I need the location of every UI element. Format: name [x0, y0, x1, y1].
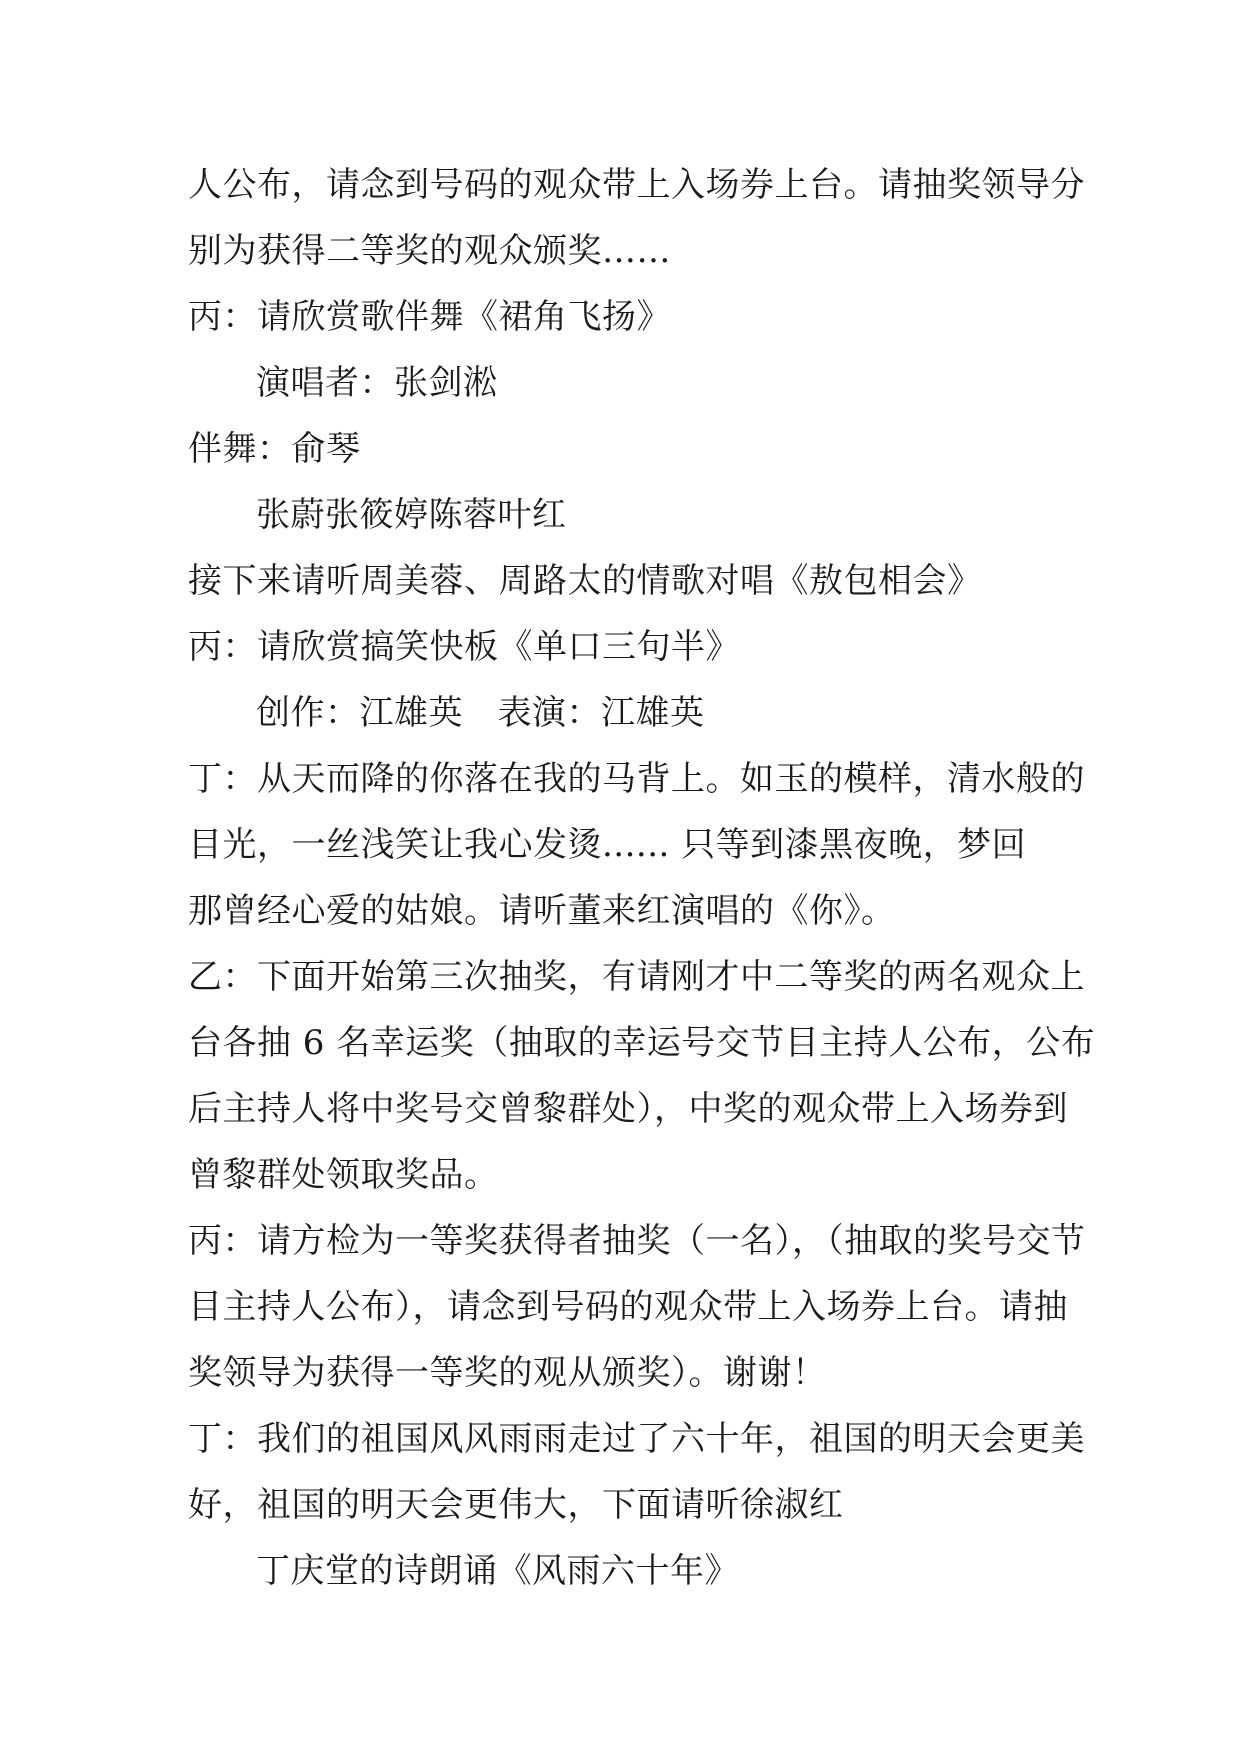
text-line: 丙：请方检为一等奖获得者抽奖（一名），（抽取的奖号交节: [188, 1221, 1086, 1261]
text-line: 台各抽 6 名幸运奖（抽取的幸运号交节目主持人公布，公布: [188, 1023, 1096, 1063]
text-line: 目主持人公布），请念到号码的观众带上入场券上台。请抽: [188, 1287, 1068, 1327]
text-line: 丁庆堂的诗朗诵《风雨六十年》: [256, 1551, 739, 1591]
text-line: 丁：我们的祖国风风雨雨走过了六十年，祖国的明天会更美: [188, 1419, 1085, 1459]
text-line: 丙：请欣赏歌伴舞《裙角飞扬》: [188, 297, 671, 337]
text-line: 丁：从天而降的你落在我的马背上。如玉的模样，清水般的: [188, 759, 1085, 799]
text-line: 创作：江雄英 表演：江雄英: [256, 693, 705, 733]
document-body: [188, 152, 1096, 1604]
text-line: 演唱者：张剑淞: [256, 363, 498, 403]
text-line: 奖领导为获得一等奖的观从颁奖）。谢谢！: [188, 1353, 827, 1393]
text-line: 后主持人将中奖号交曾黎群处），中奖的观众带上入场券到: [188, 1089, 1068, 1129]
text-line: 目光，一丝浅笑让我心发烫...... 只等到漆黑夜晚，梦回: [188, 825, 1027, 865]
text-line: 丙：请欣赏搞笑快板《单口三句半》: [188, 627, 740, 667]
text-line: 接下来请听周美蓉、周路太的情歌对唱《敖包相会》: [188, 561, 982, 601]
text-line: 好，祖国的明天会更伟大，下面请听徐淑红: [188, 1485, 844, 1525]
text-line: 别为获得二等奖的观众颁奖……: [188, 231, 671, 271]
text-line: 张蔚张筱婷陈蓉叶红: [256, 495, 567, 535]
text-line: 人公布，请念到号码的观众带上入场券上台。请抽奖领导分: [188, 165, 1085, 205]
text-line: 伴舞：俞琴: [188, 429, 361, 469]
text-line: 曾黎群处领取奖品。: [188, 1155, 499, 1195]
text-line: 那曾经心爱的姑娘。请听董来红演唱的《你》。: [188, 891, 896, 931]
text-line: 乙：下面开始第三次抽奖，有请刚才中二等奖的两名观众上: [188, 957, 1085, 997]
